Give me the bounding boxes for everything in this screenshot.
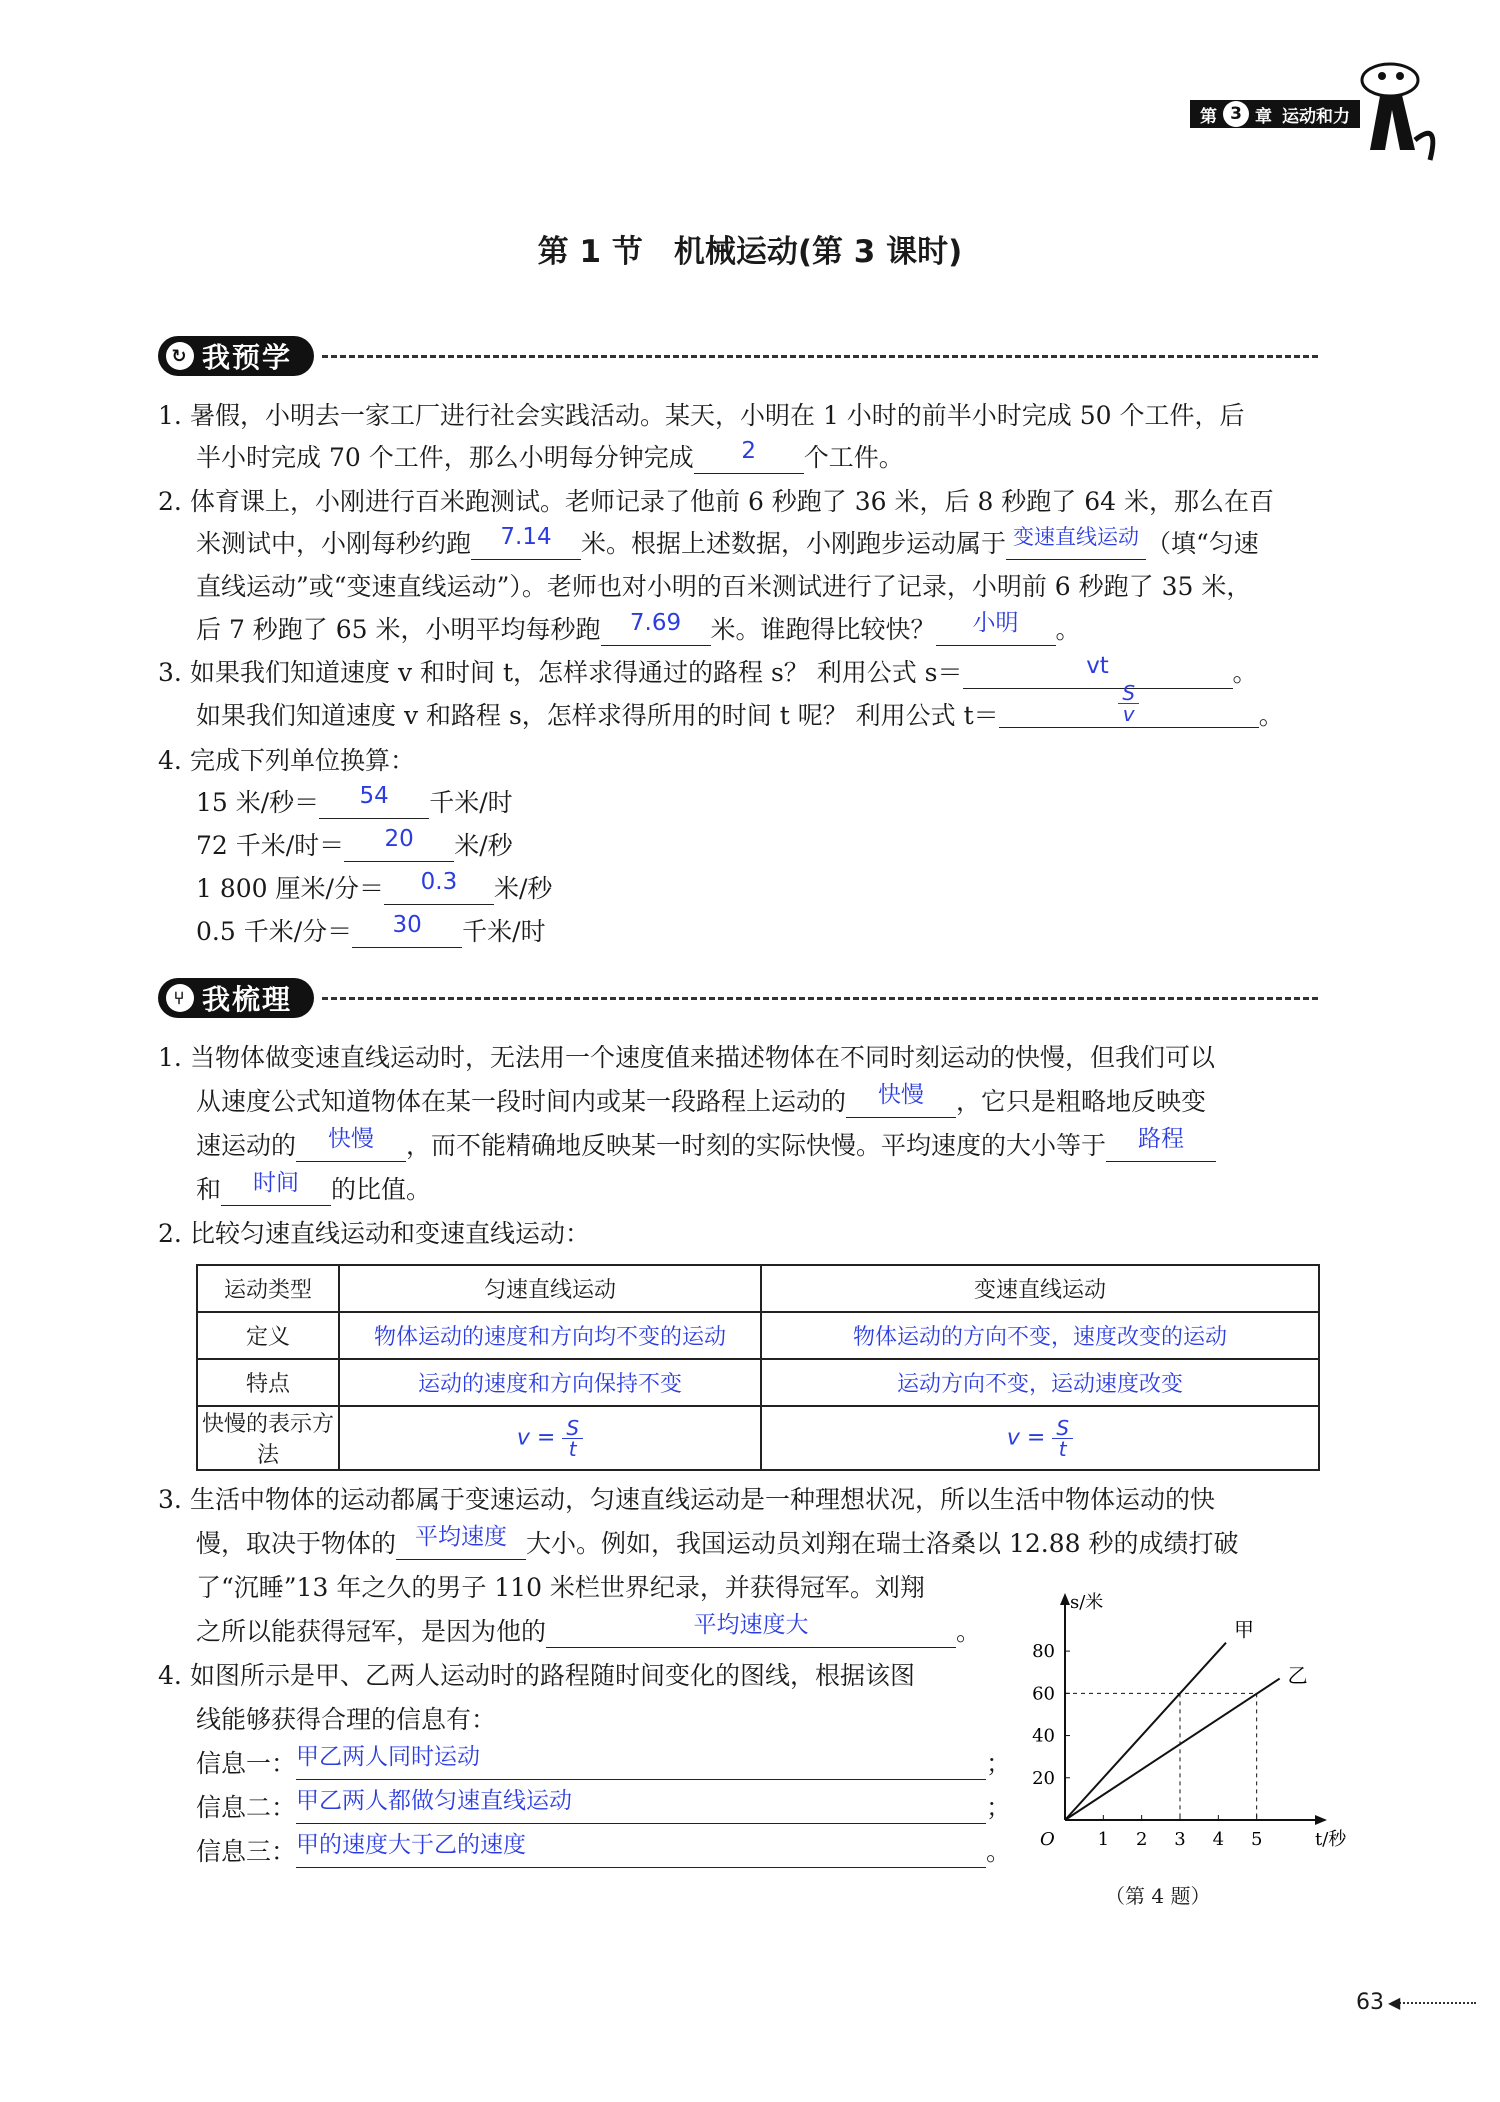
x-tick-label: 2 (1135, 1829, 1148, 1850)
r4-info: 信息二：甲乙两人都做匀速直线运动 ； (196, 1788, 1012, 1822)
divider (322, 355, 1318, 358)
table-header: 匀速直线运动 (339, 1265, 761, 1312)
page-title: 第 1 节 机械运动(第 3 课时) (537, 234, 963, 270)
q1-line1: 1. 暑假，小明去一家工厂进行社会实践活动。某天，小明在 1 小时的前半小时完成 50 个工件，后 (158, 401, 1245, 430)
table-header-row (197, 1265, 1319, 1312)
divider (322, 997, 1318, 1000)
section-review-header (158, 976, 1318, 1020)
chapter-title: 运动和力 (1282, 106, 1350, 127)
q4-answer-blank[interactable]: 30 (352, 917, 462, 948)
q4-row: 15 米/秒＝ 54 千米/时 (196, 783, 513, 817)
origin-label: O (1040, 1829, 1055, 1850)
chapter-prefix: 第 (1200, 106, 1217, 127)
series-line (1065, 1679, 1280, 1820)
r4-line2: 线能够获得合理的信息有： (196, 1705, 497, 1734)
table-cell[interactable]: 运动的速度和方向保持不变 (339, 1359, 761, 1406)
table-cell[interactable]: 物体运动的方向不变，速度改变的运动 (761, 1312, 1319, 1359)
q4-answer-blank[interactable]: 20 (344, 831, 454, 862)
table-cell[interactable]: 物体运动的速度和方向均不变的运动 (339, 1312, 761, 1359)
section-preview-header (158, 334, 1318, 378)
distance-time-chart (1020, 1590, 1347, 1920)
q4-row: 0.5 千米/分＝ 30 千米/时 (196, 912, 546, 946)
info-answer-blank[interactable]: 甲乙两人同时运动 (296, 1749, 986, 1780)
chart-caption: （第 4 题） (1105, 1884, 1211, 1908)
x-tick-label: 1 (1097, 1829, 1110, 1850)
r3-line4: 之所以能获得冠军，是因为他的 平均速度大 。 (196, 1612, 982, 1646)
row-label: 定义 (197, 1312, 339, 1359)
series-label: 甲 (1234, 1617, 1254, 1642)
r1-answer1-blank[interactable]: 快慢 (846, 1087, 956, 1118)
arrow-left-icon: ◀ (1388, 1993, 1401, 2012)
table-row (197, 1312, 1319, 1359)
info-answer-blank[interactable]: 甲乙两人都做匀速直线运动 (296, 1793, 986, 1824)
y-axis-label: s/米 (1070, 1592, 1104, 1613)
r4-info: 信息一：甲乙两人同时运动 ； (196, 1744, 1012, 1778)
q3-line1: 3. 如果我们知道速度 v 和时间 t，怎样求得通过的路程 s？ 利用公式 s＝ vt 。 (158, 653, 1258, 687)
r3-answer1-blank[interactable]: 平均速度 (396, 1529, 526, 1560)
cycle-icon: ↻ (166, 342, 194, 370)
comparison-table (196, 1264, 1320, 1471)
r1-line1: 1. 当物体做变速直线运动时，无法用一个速度值来描述物体在不同时刻运动的快慢，但我们可以 (158, 1043, 1216, 1072)
y-tick-label: 80 (1032, 1641, 1055, 1663)
q1-line2: 半小时完成 70 个工件，那么小明每分钟完成 2 个工件。 (196, 438, 904, 472)
y-axis-arrow (1060, 1593, 1070, 1605)
x-tick-label: 3 (1174, 1829, 1186, 1850)
q2-line3: 直线运动”或“变速直线运动”）。老师也对小明的百米测试进行了记录，小明前 6 秒跑了 35 米， (196, 572, 1252, 601)
q1-answer-blank[interactable]: 2 (694, 443, 804, 474)
q2-answer3-blank[interactable]: 7.69 (601, 615, 711, 646)
q2-line1: 2. 体育课上，小刚进行百米跑测试。老师记录了他前 6 秒跑了 36 米，后 8 秒跑了 64 米，那么在百 (158, 487, 1275, 516)
q2-answer4-blank[interactable]: 小明 (936, 615, 1056, 646)
table-row (197, 1406, 1319, 1470)
table-row (197, 1359, 1319, 1406)
branch-icon: ⑂ (166, 984, 194, 1012)
r3-line3: 了“沉睡”13 年之久的男子 110 米栏世界纪录，并获得冠军。刘翔 (196, 1573, 925, 1602)
r1-line4: 和 时间 的比值。 (196, 1170, 432, 1204)
table-cell[interactable]: v = $\frac{S}{t}$ (339, 1406, 761, 1470)
section-review-title: 我梳理 (202, 983, 293, 1016)
table-cell[interactable]: 运动方向不变，运动速度改变 (761, 1359, 1319, 1406)
r3-line2: 慢，取决于物体的 平均速度 大小。例如，我国运动员刘翔在瑞士洛桑以 12.88 秒的成绩打破 (196, 1524, 1239, 1558)
r4-info: 信息三：甲的速度大于乙的速度 。 (196, 1832, 1012, 1866)
row-label: 特点 (197, 1359, 339, 1406)
q3-answer2-blank[interactable]: $\frac{S}{v}$ (999, 697, 1259, 728)
series-line (1065, 1643, 1226, 1820)
r1-answer2-blank[interactable]: 快慢 (296, 1131, 406, 1162)
r1-answer4-blank[interactable]: 时间 (221, 1175, 331, 1206)
q4-row: 72 千米/时＝ 20 米/秒 (196, 826, 513, 860)
r1-line2: 从速度公式知道物体在某一段时间内或某一段路程上运动的 快慢 ，它只是粗略地反映变 (196, 1082, 1207, 1116)
chapter-suffix: 章 (1255, 106, 1272, 127)
table-header: 变速直线运动 (761, 1265, 1319, 1312)
chapter-number: 3 (1223, 101, 1249, 127)
x-axis-arrow (1315, 1815, 1327, 1825)
cartoon-tiger-icon (1330, 40, 1450, 180)
q2-line2: 米测试中，小刚每秒约跑 7.14 米。根据上述数据，小刚跑步运动属于 $^{变速直线运动}$ （填“匀速 (196, 524, 1259, 558)
info-answer-blank[interactable]: 甲的速度大于乙的速度 (296, 1837, 986, 1868)
q2-answer1-blank[interactable]: 7.14 (471, 529, 581, 560)
y-tick-label: 40 (1032, 1725, 1055, 1747)
page-number: 63 (1356, 1990, 1384, 2015)
table-header: 运动类型 (197, 1265, 339, 1312)
r3-answer2-blank[interactable]: 平均速度大 (546, 1617, 956, 1648)
q4-row: 1 800 厘米/分＝ 0.3 米/秒 (196, 869, 553, 903)
q4-answer-blank[interactable]: 0.3 (384, 874, 494, 905)
q4-intro: 4. 完成下列单位换算： (158, 746, 416, 775)
page-number-leader (1396, 2002, 1476, 2004)
q2-answer2-blank[interactable]: 变速直线运动 (1006, 529, 1146, 560)
table-cell[interactable]: v = $\frac{S}{t}$ (761, 1406, 1319, 1470)
q2-line4: 后 7 秒跑了 65 米，小明平均每秒跑 7.69 米。谁跑得比较快？ 小明 。 (196, 610, 1081, 644)
x-tick-label: 4 (1212, 1829, 1225, 1850)
q4-answer-blank[interactable]: 54 (319, 788, 429, 819)
x-axis-label: t/秒 (1315, 1829, 1347, 1850)
y-tick-label: 60 (1032, 1683, 1055, 1705)
r3-line1: 3. 生活中物体的运动都属于变速运动，匀速直线运动是一种理想状况，所以生活中物体运动的快 (158, 1485, 1216, 1514)
r2-intro: 2. 比较匀速直线运动和变速直线运动： (158, 1219, 591, 1248)
section-preview-title: 我预学 (202, 341, 293, 374)
y-tick-label: 20 (1032, 1767, 1055, 1789)
r4-line1: 4. 如图所示是甲、乙两人运动时的路程随时间变化的图线，根据该图 (158, 1661, 916, 1690)
q3-line2: 如果我们知道速度 v 和路程 s，怎样求得所用的时间 t 呢？ 利用公式 t＝ $\frac{S}{v}$ 。 (196, 681, 1284, 730)
q3-answer1-blank[interactable]: vt (963, 658, 1233, 689)
r1-line3: 速运动的 快慢 ，而不能精确地反映某一时刻的实际快慢。平均速度的大小等于 路程 (196, 1126, 1216, 1166)
x-tick-label: 5 (1250, 1829, 1263, 1850)
r1-answer3-blank[interactable]: 路程 (1106, 1131, 1216, 1162)
row-label: 快慢的表示方法 (197, 1406, 339, 1470)
series-label: 乙 (1287, 1663, 1308, 1688)
